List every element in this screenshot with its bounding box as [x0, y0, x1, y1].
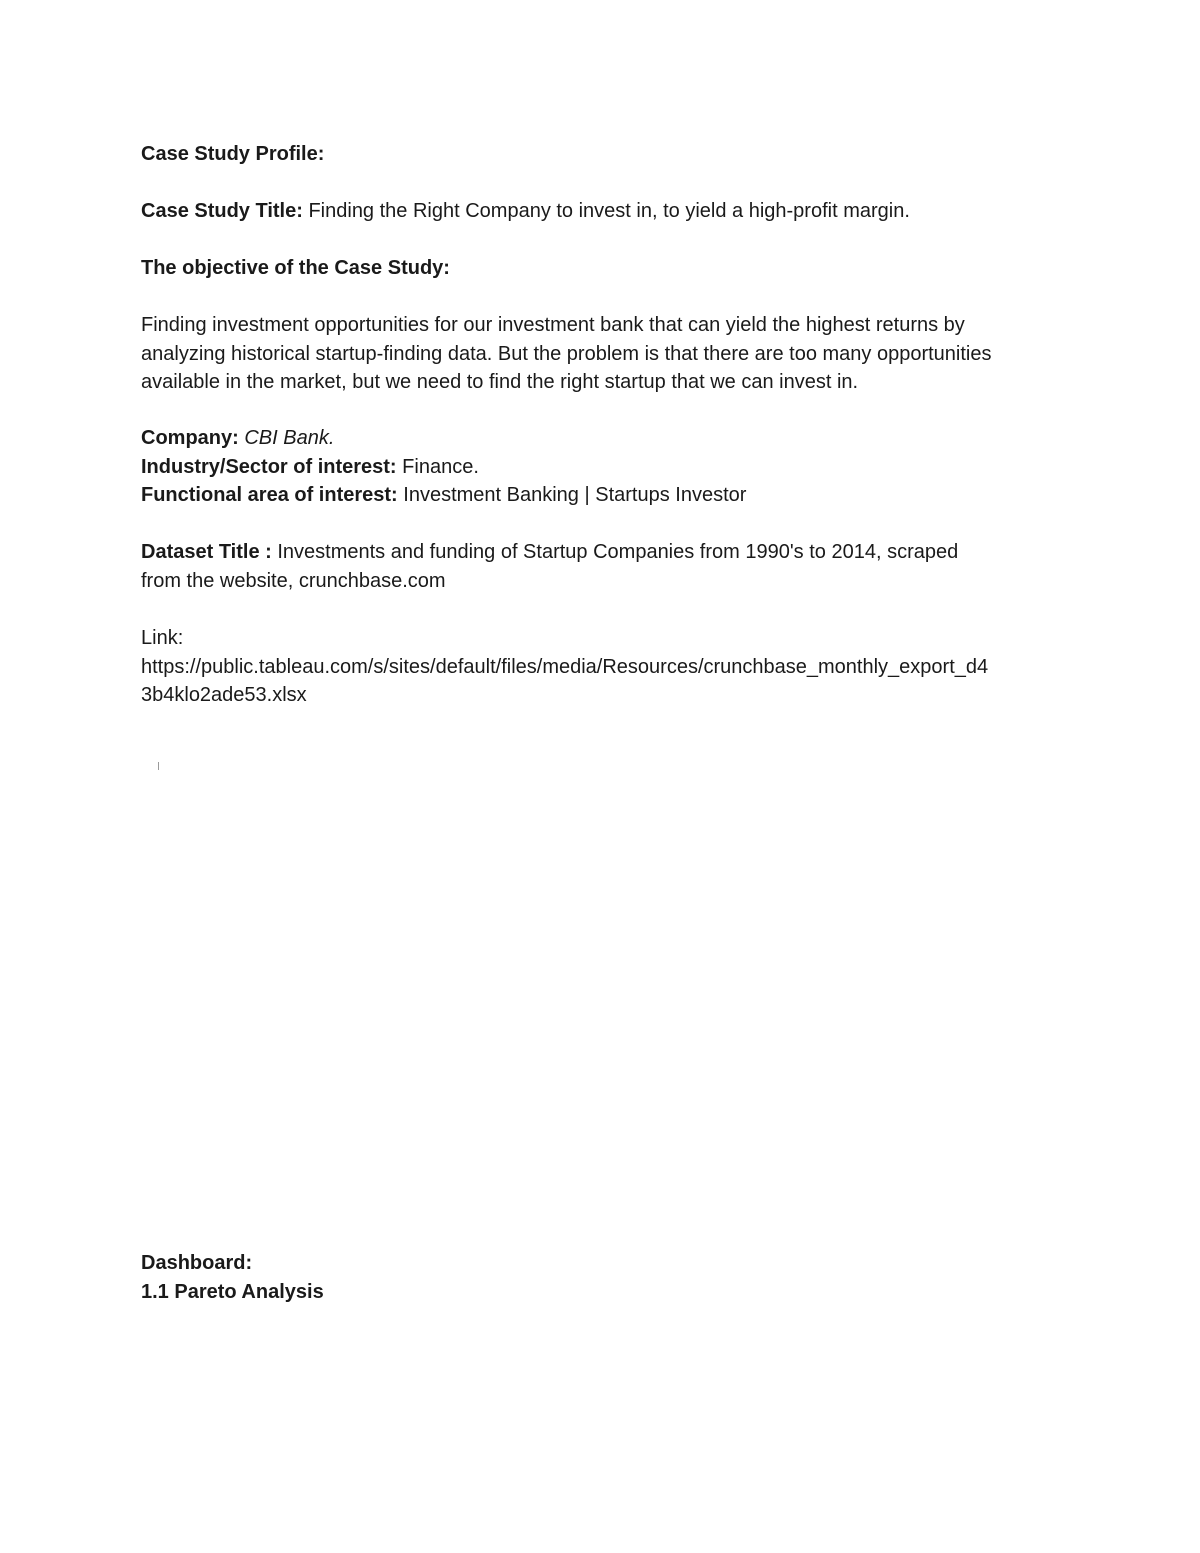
objective-line: Finding investment opportunities for our investment bank that can yield the highest returns by [141, 314, 965, 336]
dataset-value-2: from the website, crunchbase.com [141, 569, 446, 592]
functional-line [141, 481, 1071, 510]
dataset-title [141, 538, 1071, 595]
case-study-title-value: Finding the Right Company to invest in, to yield a high-profit margin. [302, 200, 910, 222]
pareto-subheading: 1.1 Pareto Analysis [141, 1280, 324, 1303]
industry-label: Industry/Sector of interest: [141, 455, 397, 478]
stray-mark [158, 762, 159, 770]
company-details [141, 424, 1071, 510]
link-url-1: https://public.tableau.com/s/sites/default/files/media/Resources/crunchbase_monthly_export_d4 [141, 655, 989, 678]
dataset-line [141, 538, 1071, 567]
functional-label: Functional area of interest: [141, 484, 398, 506]
objective-line: available in the market, but we need to find the right startup that we can invest in. [141, 371, 859, 393]
link-url-2: 3b4klo2ade53.xlsx [141, 684, 307, 706]
link-block [141, 624, 1071, 710]
case-study-title [141, 197, 1071, 226]
objective-line: analyzing historical startup-finding data. But the problem is that there are too many opportunities [141, 342, 992, 365]
company-line [141, 424, 1071, 453]
dashboard-section [141, 1249, 1071, 1306]
company-value: CBI Bank. [238, 427, 335, 449]
dataset-value-1: Investments and funding of Startup Companies from 1990's to 2014, scraped [271, 541, 959, 563]
industry-line [141, 453, 1071, 482]
company-label: Company: [141, 427, 239, 449]
dataset-label: Dataset Title : [141, 541, 272, 563]
case-study-title-label: Case Study Title: [141, 200, 303, 222]
industry-value: Finance. [396, 455, 479, 478]
objective-paragraph [141, 311, 1071, 397]
objective-heading: The objective of the Case Study: [141, 257, 450, 279]
link-label: Link: [141, 627, 184, 649]
dashboard-heading: Dashboard: [141, 1252, 253, 1274]
profile-heading: Case Study Profile: [141, 143, 325, 165]
functional-value: Investment Banking | Startups Investor [397, 484, 747, 506]
